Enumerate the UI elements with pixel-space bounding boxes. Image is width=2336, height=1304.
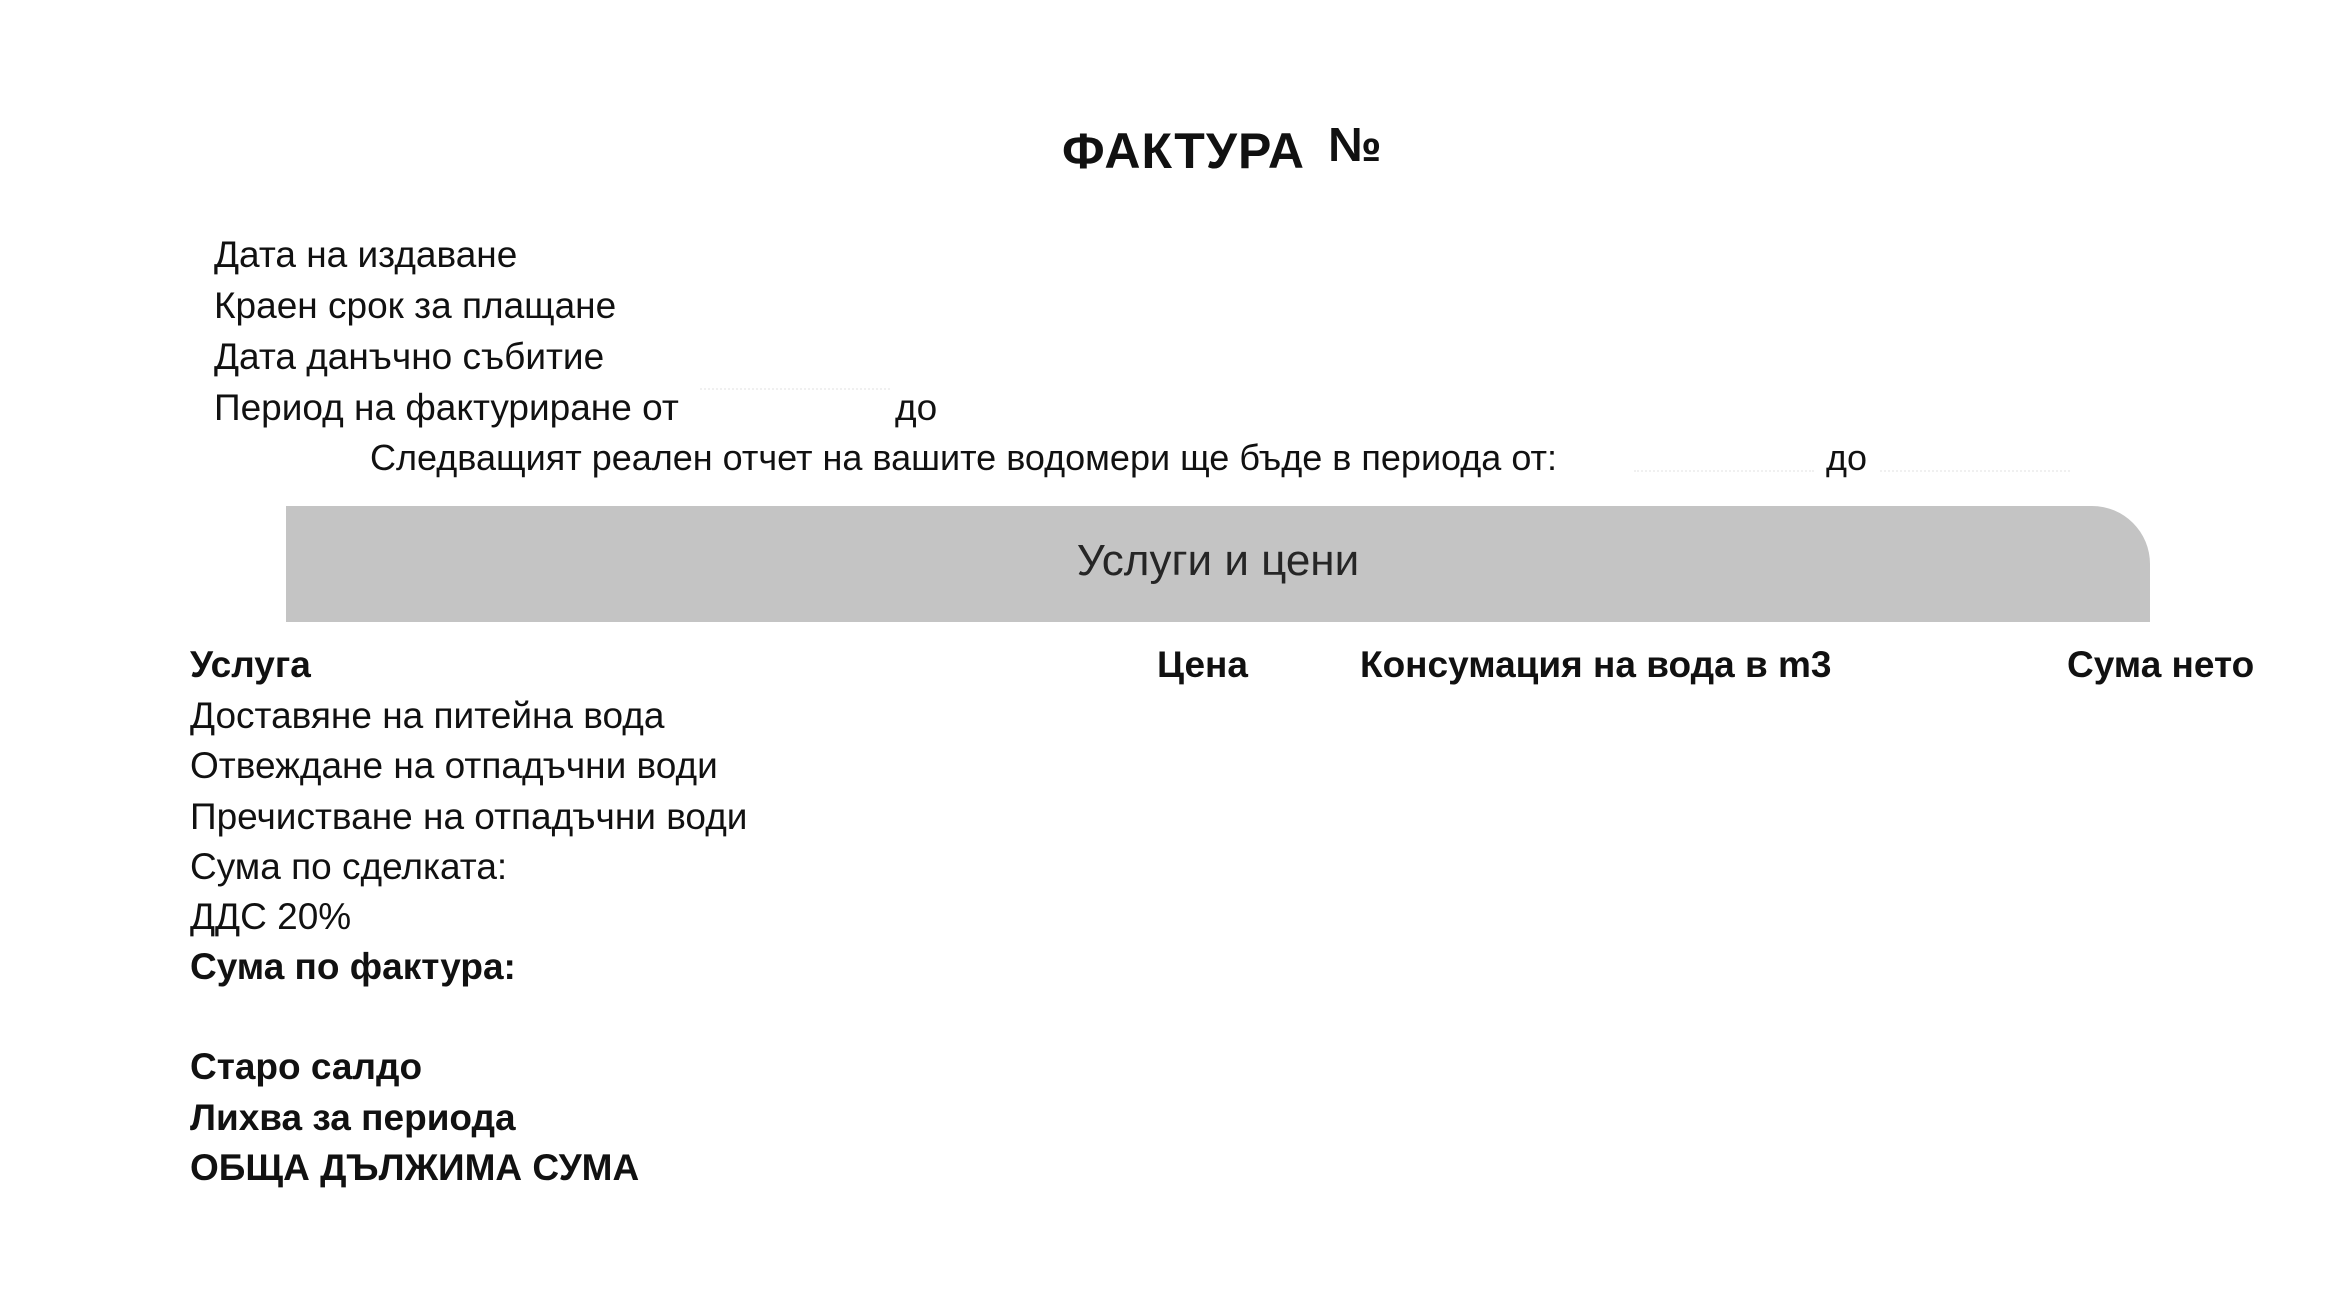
- column-header-consumption: Консумация на вода в m3: [1360, 644, 1832, 685]
- column-header-service: Услуга: [190, 644, 311, 685]
- next-reading-from-field: [1634, 470, 1814, 472]
- total-due-label: ОБЩА ДЪЛЖИМА СУМА: [190, 1147, 640, 1188]
- next-reading-label: Следващият реален отчет на вашите водомери ще бъде в периода от:: [370, 437, 1558, 478]
- interest-label: Лихва за периода: [190, 1097, 516, 1138]
- table-row-wastewater-treatment: Пречистване на отпадъчни води: [190, 796, 748, 837]
- table-row-water-supply: Доставяне на питейна вода: [190, 695, 665, 736]
- table-row-invoice-total: Сума по фактура:: [190, 946, 516, 987]
- old-balance-label: Старо салдо: [190, 1046, 423, 1087]
- billing-period-label: Период на фактуриране от: [214, 387, 679, 428]
- services-prices-heading: Услуги и цени: [1076, 536, 1360, 585]
- column-header-price: Цена: [1157, 644, 1248, 685]
- invoice-title: ФАКТУРА: [1062, 123, 1306, 179]
- table-row-transaction-total: Сума по сделката:: [190, 846, 508, 887]
- column-header-net-amount: Сума нето: [2067, 644, 2255, 685]
- issue-date-label: Дата на издаване: [214, 234, 518, 275]
- table-row-vat: ДДС 20%: [190, 896, 352, 937]
- billing-period-from-field: [700, 388, 890, 390]
- next-reading-to-field: [1880, 470, 2070, 472]
- invoice-number-sign: №: [1328, 119, 1382, 172]
- table-row-wastewater-drainage: Отвеждане на отпадъчни води: [190, 745, 718, 786]
- tax-event-label: Дата данъчно събитие: [214, 336, 605, 377]
- next-reading-to-label: до: [1826, 437, 1868, 478]
- payment-due-label: Краен срок за плащане: [214, 285, 617, 326]
- billing-period-to-label: до: [895, 387, 938, 428]
- services-prices-band: [286, 506, 2150, 622]
